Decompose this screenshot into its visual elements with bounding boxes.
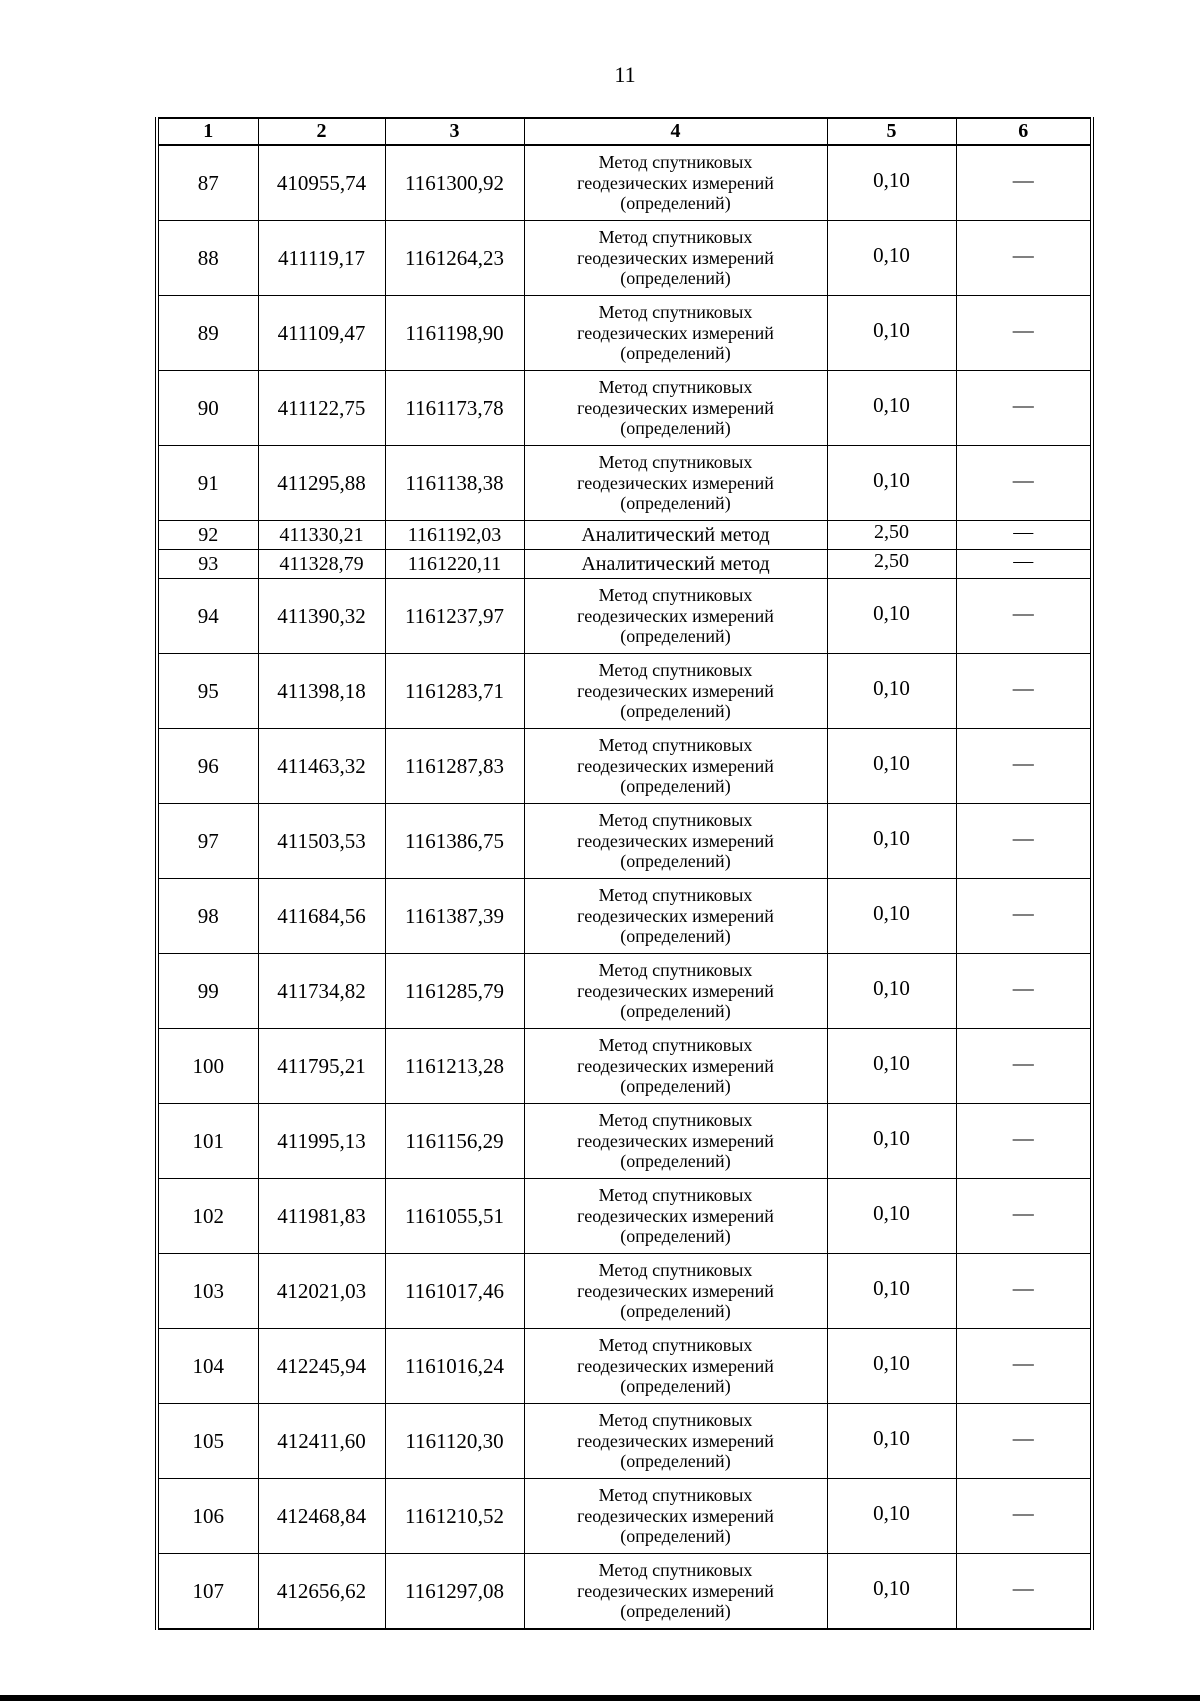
method-line: Метод спутниковых: [598, 1034, 753, 1055]
point-number-cell: 102: [157, 1179, 258, 1254]
method-line: (определений): [620, 1601, 731, 1622]
y-coordinate-cell: 1161297,08: [385, 1554, 524, 1630]
method-cell: [524, 221, 827, 296]
accuracy-cell: 0,10: [827, 879, 956, 954]
method-line: геодезических измерений: [577, 1205, 774, 1226]
method-line: геодезических измерений: [577, 1055, 774, 1076]
x-coordinate-cell: 412656,62: [258, 1554, 385, 1630]
method-line: (определений): [620, 193, 731, 214]
x-coordinate-cell: 411463,32: [258, 729, 385, 804]
y-coordinate-cell: 1161264,23: [385, 221, 524, 296]
point-number-cell: 105: [157, 1404, 258, 1479]
accuracy-cell: 0,10: [827, 296, 956, 371]
note-cell: —: [956, 1254, 1092, 1329]
note-cell: —: [956, 654, 1092, 729]
method-line: (определений): [620, 1301, 731, 1322]
y-coordinate-cell: 1161016,24: [385, 1329, 524, 1404]
accuracy-cell: 0,10: [827, 1254, 956, 1329]
method-cell: [524, 1329, 827, 1404]
method-line: Метод спутниковых: [598, 659, 753, 680]
method-line: (определений): [620, 343, 731, 364]
table-row: [157, 1179, 1092, 1254]
y-coordinate-cell: 1161213,28: [385, 1029, 524, 1104]
table-row: [157, 1254, 1092, 1329]
accuracy-cell: 0,10: [827, 145, 956, 221]
method-cell: [524, 1254, 827, 1329]
note-cell: —: [956, 579, 1092, 654]
accuracy-cell: 0,10: [827, 654, 956, 729]
x-coordinate-cell: 411795,21: [258, 1029, 385, 1104]
point-number-cell: 96: [157, 729, 258, 804]
method-cell: [524, 1554, 827, 1630]
method-line: Метод спутниковых: [598, 226, 753, 247]
point-number-cell: 107: [157, 1554, 258, 1630]
accuracy-cell: 0,10: [827, 1329, 956, 1404]
method-line: (определений): [620, 776, 731, 797]
method-line: Метод спутниковых: [598, 1484, 753, 1505]
method-line: геодезических измерений: [577, 1505, 774, 1526]
note-cell: —: [956, 521, 1092, 550]
table-row: [157, 521, 1092, 550]
method-line: Метод спутниковых: [598, 376, 753, 397]
y-coordinate-cell: 1161138,38: [385, 446, 524, 521]
method-line: геодезических измерений: [577, 905, 774, 926]
note-cell: —: [956, 550, 1092, 579]
method-cell: [524, 1104, 827, 1179]
point-number-cell: 99: [157, 954, 258, 1029]
y-coordinate-cell: 1161220,11: [385, 550, 524, 579]
accuracy-cell: 2,50: [827, 521, 956, 550]
note-cell: —: [956, 1029, 1092, 1104]
page-number: 11: [614, 62, 636, 87]
method-line: геодезических измерений: [577, 172, 774, 193]
y-coordinate-cell: 1161300,92: [385, 145, 524, 221]
y-coordinate-cell: 1161287,83: [385, 729, 524, 804]
table-row: [157, 879, 1092, 954]
note-cell: —: [956, 804, 1092, 879]
method-line: геодезических измерений: [577, 830, 774, 851]
accuracy-cell: 0,10: [827, 371, 956, 446]
point-number-cell: 92: [157, 521, 258, 550]
point-number-cell: 90: [157, 371, 258, 446]
method-line: Метод спутниковых: [598, 1409, 753, 1430]
method-line: (определений): [620, 493, 731, 514]
method-line: Аналитический метод: [581, 523, 770, 546]
x-coordinate-cell: 411684,56: [258, 879, 385, 954]
table-row: [157, 446, 1092, 521]
accuracy-cell: 0,10: [827, 221, 956, 296]
point-number-cell: 103: [157, 1254, 258, 1329]
method-line: (определений): [620, 626, 731, 647]
method-cell: [524, 446, 827, 521]
method-line: (определений): [620, 1076, 731, 1097]
note-cell: —: [956, 1179, 1092, 1254]
accuracy-cell: 0,10: [827, 1179, 956, 1254]
point-number-cell: 100: [157, 1029, 258, 1104]
accuracy-cell: 0,10: [827, 1479, 956, 1554]
x-coordinate-cell: 411734,82: [258, 954, 385, 1029]
method-line: (определений): [620, 1526, 731, 1547]
point-number-cell: 94: [157, 579, 258, 654]
method-line: (определений): [620, 701, 731, 722]
method-line: Метод спутниковых: [598, 734, 753, 755]
header-col-6: 6: [956, 118, 1092, 145]
method-line: (определений): [620, 418, 731, 439]
table-row: [157, 804, 1092, 879]
table-row: [157, 1104, 1092, 1179]
method-line: геодезических измерений: [577, 472, 774, 493]
method-line: геодезических измерений: [577, 322, 774, 343]
method-cell: [524, 1179, 827, 1254]
method-cell: [524, 1029, 827, 1104]
x-coordinate-cell: 412245,94: [258, 1329, 385, 1404]
x-coordinate-cell: 411122,75: [258, 371, 385, 446]
x-coordinate-cell: 411503,53: [258, 804, 385, 879]
method-line: геодезических измерений: [577, 1280, 774, 1301]
point-number-cell: 91: [157, 446, 258, 521]
table-row: [157, 654, 1092, 729]
method-cell: [524, 579, 827, 654]
y-coordinate-cell: 1161387,39: [385, 879, 524, 954]
point-number-cell: 104: [157, 1329, 258, 1404]
method-line: (определений): [620, 268, 731, 289]
method-line: геодезических измерений: [577, 247, 774, 268]
method-line: геодезических измерений: [577, 1430, 774, 1451]
point-number-cell: 97: [157, 804, 258, 879]
method-line: геодезических измерений: [577, 1580, 774, 1601]
method-line: Метод спутниковых: [598, 1109, 753, 1130]
method-line: геодезических измерений: [577, 680, 774, 701]
method-line: (определений): [620, 1151, 731, 1172]
method-line: Метод спутниковых: [598, 584, 753, 605]
note-cell: —: [956, 145, 1092, 221]
y-coordinate-cell: 1161017,46: [385, 1254, 524, 1329]
y-coordinate-cell: 1161192,03: [385, 521, 524, 550]
table-header-row: [157, 118, 1092, 145]
method-line: геодезических измерений: [577, 755, 774, 776]
x-coordinate-cell: 411330,21: [258, 521, 385, 550]
x-coordinate-cell: 412468,84: [258, 1479, 385, 1554]
note-cell: —: [956, 1479, 1092, 1554]
header-col-5: 5: [827, 118, 956, 145]
point-number-cell: 87: [157, 145, 258, 221]
x-coordinate-cell: 411109,47: [258, 296, 385, 371]
note-cell: —: [956, 1104, 1092, 1179]
header-col-4: 4: [524, 118, 827, 145]
method-cell: [524, 296, 827, 371]
method-line: Метод спутниковых: [598, 301, 753, 322]
point-number-cell: 89: [157, 296, 258, 371]
point-number-cell: 88: [157, 221, 258, 296]
table-row: [157, 1479, 1092, 1554]
x-coordinate-cell: 411995,13: [258, 1104, 385, 1179]
table-row: [157, 221, 1092, 296]
table-row: [157, 729, 1092, 804]
method-line: Метод спутниковых: [598, 451, 753, 472]
method-line: (определений): [620, 1226, 731, 1247]
method-cell: [524, 145, 827, 221]
accuracy-cell: 0,10: [827, 1554, 956, 1630]
point-number-cell: 93: [157, 550, 258, 579]
method-line: Аналитический метод: [581, 552, 770, 575]
accuracy-cell: 0,10: [827, 446, 956, 521]
method-line: геодезических измерений: [577, 397, 774, 418]
x-coordinate-cell: 412411,60: [258, 1404, 385, 1479]
table-row: [157, 296, 1092, 371]
page-bottom-edge: [0, 1695, 1200, 1701]
table-row: [157, 145, 1092, 221]
table-row: [157, 1554, 1092, 1630]
method-line: Метод спутниковых: [598, 959, 753, 980]
table-row: [157, 954, 1092, 1029]
method-cell: [524, 804, 827, 879]
method-cell: [524, 521, 827, 550]
table-body: [157, 145, 1092, 1629]
y-coordinate-cell: 1161198,90: [385, 296, 524, 371]
x-coordinate-cell: 411390,32: [258, 579, 385, 654]
y-coordinate-cell: 1161156,29: [385, 1104, 524, 1179]
table-row: [157, 1329, 1092, 1404]
x-coordinate-cell: 411328,79: [258, 550, 385, 579]
method-line: Метод спутниковых: [598, 1184, 753, 1205]
method-line: (определений): [620, 851, 731, 872]
note-cell: —: [956, 1554, 1092, 1630]
note-cell: —: [956, 371, 1092, 446]
coordinates-table: [155, 117, 1094, 1630]
accuracy-cell: 2,50: [827, 550, 956, 579]
x-coordinate-cell: 410955,74: [258, 145, 385, 221]
note-cell: —: [956, 446, 1092, 521]
method-line: Метод спутниковых: [598, 1559, 753, 1580]
method-line: (определений): [620, 1376, 731, 1397]
x-coordinate-cell: 411981,83: [258, 1179, 385, 1254]
method-cell: [524, 1404, 827, 1479]
y-coordinate-cell: 1161285,79: [385, 954, 524, 1029]
y-coordinate-cell: 1161283,71: [385, 654, 524, 729]
x-coordinate-cell: 411295,88: [258, 446, 385, 521]
method-line: геодезических измерений: [577, 980, 774, 1001]
x-coordinate-cell: 411119,17: [258, 221, 385, 296]
note-cell: —: [956, 879, 1092, 954]
y-coordinate-cell: 1161386,75: [385, 804, 524, 879]
method-line: (определений): [620, 926, 731, 947]
method-cell: [524, 879, 827, 954]
method-line: Метод спутниковых: [598, 809, 753, 830]
accuracy-cell: 0,10: [827, 579, 956, 654]
x-coordinate-cell: 411398,18: [258, 654, 385, 729]
note-cell: —: [956, 954, 1092, 1029]
header-col-2: 2: [258, 118, 385, 145]
method-cell: [524, 550, 827, 579]
accuracy-cell: 0,10: [827, 1404, 956, 1479]
method-line: геодезических измерений: [577, 605, 774, 626]
table-row: [157, 1029, 1092, 1104]
point-number-cell: 106: [157, 1479, 258, 1554]
accuracy-cell: 0,10: [827, 1029, 956, 1104]
method-line: геодезических измерений: [577, 1355, 774, 1376]
point-number-cell: 95: [157, 654, 258, 729]
table-row: [157, 1404, 1092, 1479]
method-cell: [524, 954, 827, 1029]
x-coordinate-cell: 412021,03: [258, 1254, 385, 1329]
method-line: геодезических измерений: [577, 1130, 774, 1151]
point-number-cell: 98: [157, 879, 258, 954]
header-col-3: 3: [385, 118, 524, 145]
note-cell: —: [956, 729, 1092, 804]
note-cell: —: [956, 296, 1092, 371]
accuracy-cell: 0,10: [827, 954, 956, 1029]
method-cell: [524, 729, 827, 804]
y-coordinate-cell: 1161055,51: [385, 1179, 524, 1254]
table-row: [157, 371, 1092, 446]
coordinates-table-wrapper: [155, 117, 1090, 1630]
method-line: Метод спутниковых: [598, 1334, 753, 1355]
method-cell: [524, 371, 827, 446]
point-number-cell: 101: [157, 1104, 258, 1179]
accuracy-cell: 0,10: [827, 729, 956, 804]
method-line: Метод спутниковых: [598, 151, 753, 172]
table-row: [157, 550, 1092, 579]
note-cell: —: [956, 1329, 1092, 1404]
method-line: (определений): [620, 1001, 731, 1022]
method-line: Метод спутниковых: [598, 1259, 753, 1280]
method-line: Метод спутниковых: [598, 884, 753, 905]
note-cell: —: [956, 1404, 1092, 1479]
y-coordinate-cell: 1161237,97: [385, 579, 524, 654]
accuracy-cell: 0,10: [827, 1104, 956, 1179]
y-coordinate-cell: 1161210,52: [385, 1479, 524, 1554]
note-cell: —: [956, 221, 1092, 296]
table-row: [157, 579, 1092, 654]
y-coordinate-cell: 1161173,78: [385, 371, 524, 446]
accuracy-cell: 0,10: [827, 804, 956, 879]
method-line: (определений): [620, 1451, 731, 1472]
method-cell: [524, 1479, 827, 1554]
header-col-1: 1: [157, 118, 258, 145]
y-coordinate-cell: 1161120,30: [385, 1404, 524, 1479]
method-cell: [524, 654, 827, 729]
